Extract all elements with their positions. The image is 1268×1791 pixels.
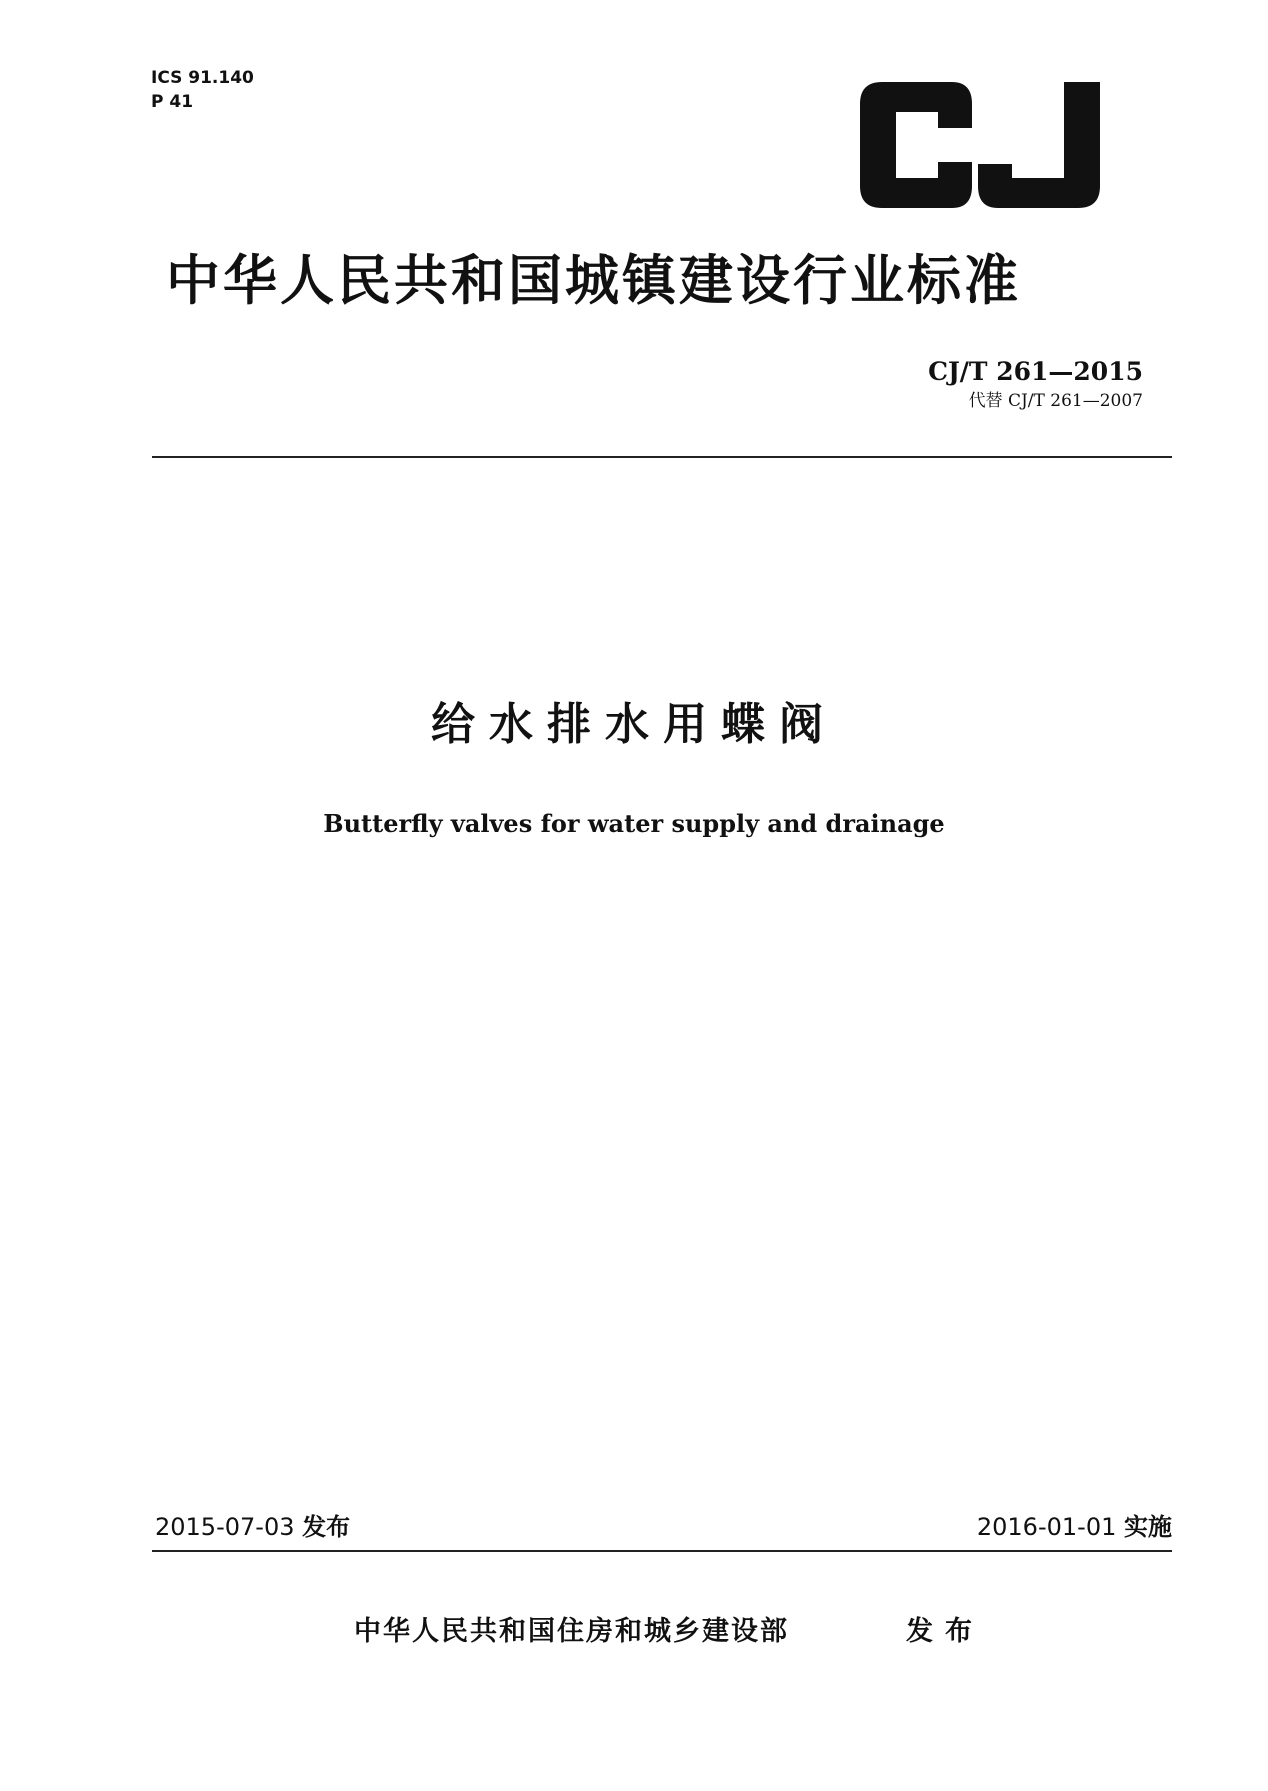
cj-logo [860, 82, 1100, 208]
publisher-name: 中华人民共和国住房和城乡建设部 [354, 1616, 789, 1647]
issue-label: 发布 [302, 1513, 351, 1541]
implement-date: 2016-01-01 [976, 1513, 1117, 1541]
implement-label: 实施 [1124, 1513, 1172, 1541]
implement-date-line [977, 1510, 1172, 1544]
document-title-cn: 给水排水用蝶阀 [431, 699, 837, 750]
standard-number-block [928, 355, 1143, 413]
top-divider [152, 456, 1172, 458]
standard-code: CJ/T 261—2015 [928, 357, 1143, 386]
classification-codes [151, 66, 254, 114]
replaces-standard: 代替 CJ/T 261—2007 [968, 391, 1143, 411]
issue-date-line [155, 1510, 350, 1544]
issue-date: 2015-07-03 [155, 1513, 295, 1541]
document-title-en: Butterfly valves for water supply and drainage [323, 809, 945, 838]
organization-title: 中华人民共和国城镇建设行业标准 [166, 249, 1021, 312]
ccs-code: P 41 [151, 92, 194, 112]
ics-code: ICS 91.140 [151, 68, 254, 88]
publisher-action: 发布 [906, 1616, 984, 1647]
bottom-divider [152, 1550, 1172, 1552]
